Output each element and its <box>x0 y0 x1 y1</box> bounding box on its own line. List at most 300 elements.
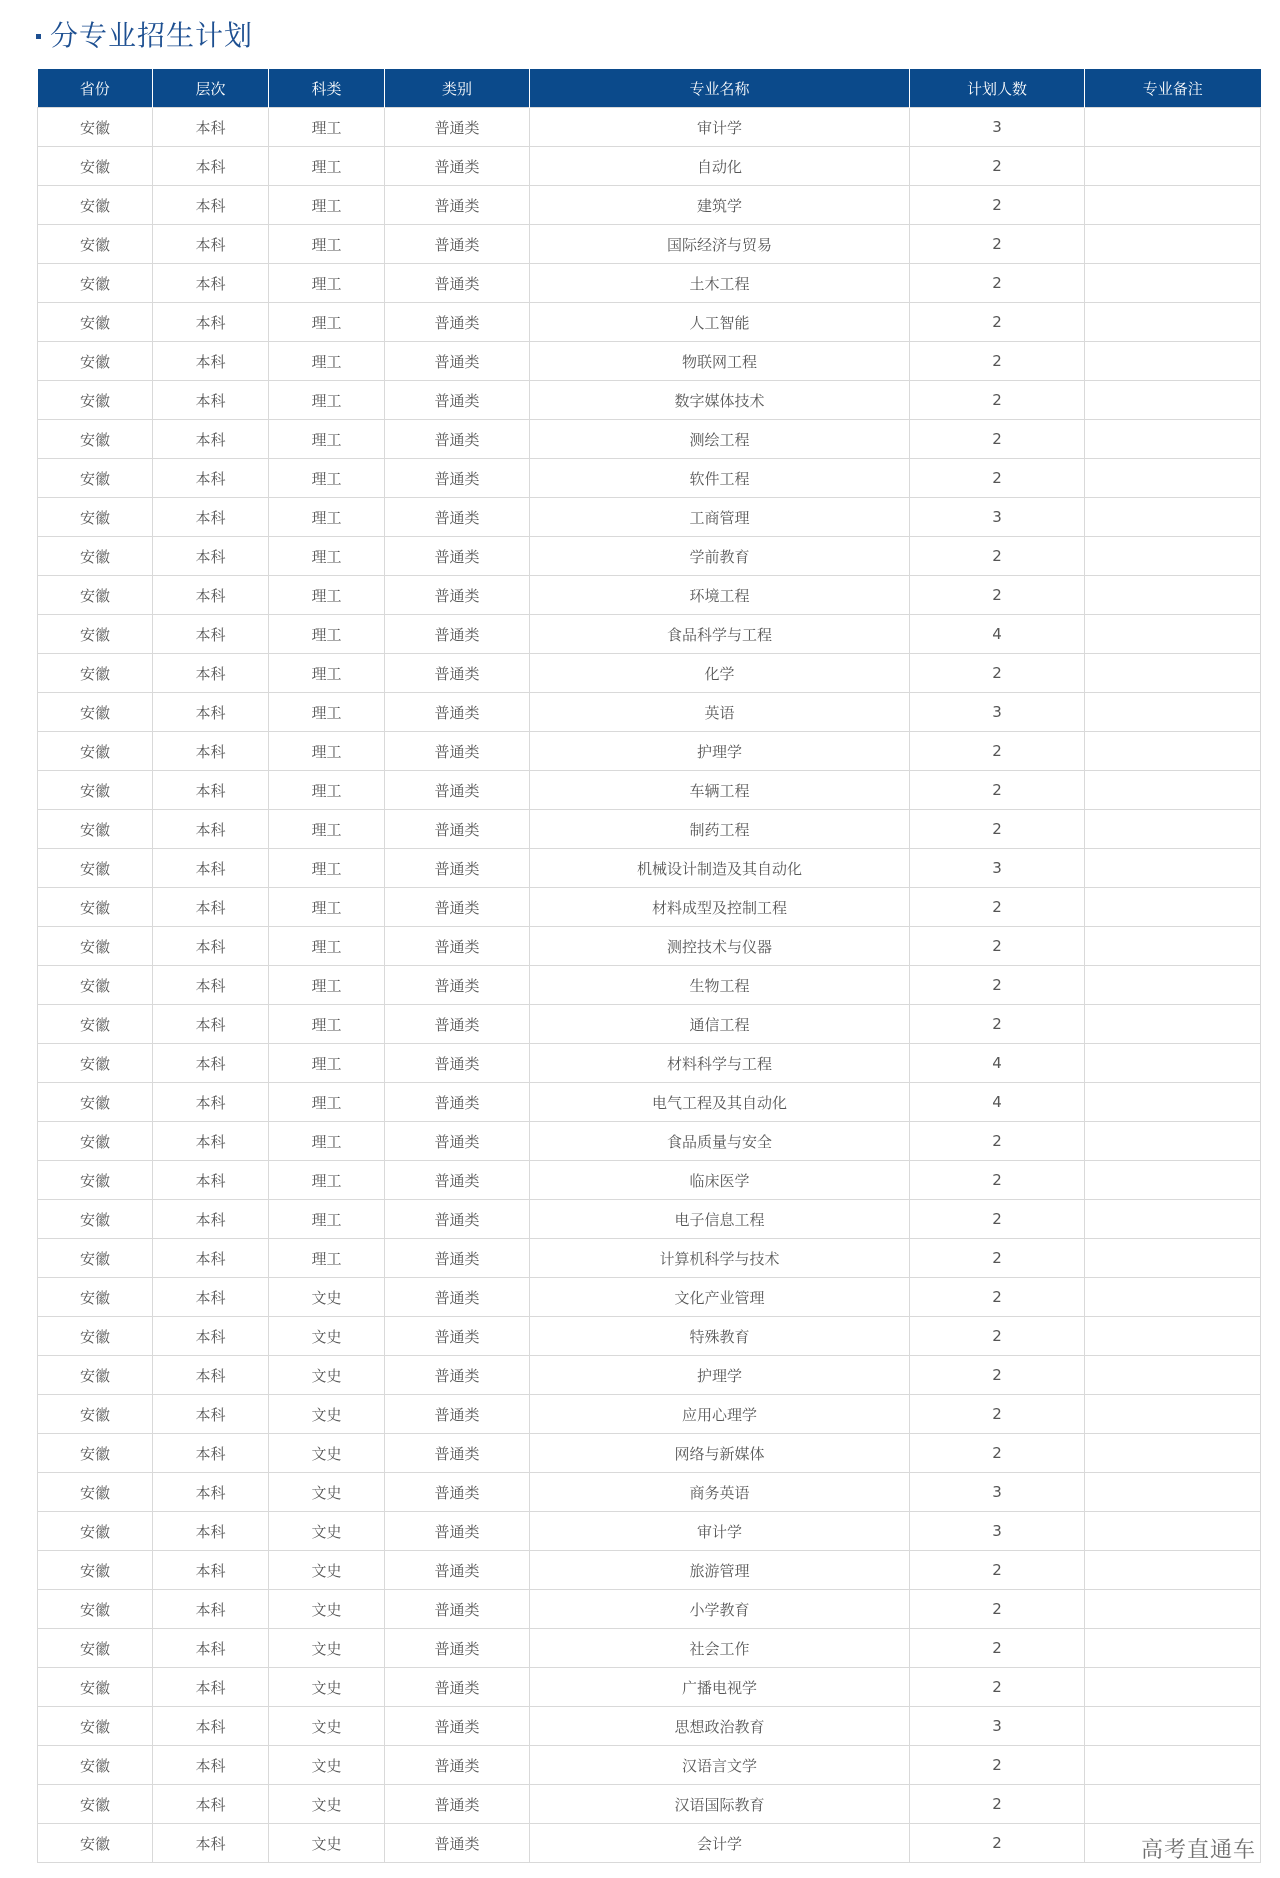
cell-planned-count: 2 <box>910 927 1085 966</box>
cell-major-notes <box>1085 927 1261 966</box>
cell-type: 普通类 <box>385 459 530 498</box>
cell-level: 本科 <box>153 654 269 693</box>
cell-planned-count: 2 <box>910 303 1085 342</box>
cell-type: 普通类 <box>385 1356 530 1395</box>
cell-major-notes <box>1085 498 1261 537</box>
cell-planned-count: 3 <box>910 1473 1085 1512</box>
cell-planned-count: 2 <box>910 225 1085 264</box>
cell-province: 安徽 <box>38 1629 153 1668</box>
cell-type: 普通类 <box>385 1044 530 1083</box>
cell-planned-count: 2 <box>910 1395 1085 1434</box>
header-planned-count: 计划人数 <box>910 69 1085 108</box>
cell-level: 本科 <box>153 1122 269 1161</box>
cell-major-notes <box>1085 459 1261 498</box>
table-row <box>38 108 1261 147</box>
cell-major-notes <box>1085 420 1261 459</box>
cell-subject-category: 文史 <box>269 1590 385 1629</box>
cell-type: 普通类 <box>385 615 530 654</box>
section-title: 分专业招生计划 <box>50 19 254 52</box>
table-body <box>38 108 1261 1863</box>
table-row <box>38 303 1261 342</box>
cell-subject-category: 文史 <box>269 1707 385 1746</box>
cell-planned-count: 2 <box>910 810 1085 849</box>
cell-major-name: 生物工程 <box>530 966 910 1005</box>
cell-major-notes <box>1085 1083 1261 1122</box>
cell-major-notes <box>1085 537 1261 576</box>
cell-province: 安徽 <box>38 1317 153 1356</box>
cell-type: 普通类 <box>385 108 530 147</box>
cell-planned-count: 4 <box>910 1083 1085 1122</box>
cell-major-name: 审计学 <box>530 1512 910 1551</box>
cell-major-notes <box>1085 1590 1261 1629</box>
cell-province: 安徽 <box>38 888 153 927</box>
cell-subject-category: 文史 <box>269 1668 385 1707</box>
cell-level: 本科 <box>153 927 269 966</box>
cell-province: 安徽 <box>38 1746 153 1785</box>
cell-subject-category: 理工 <box>269 1161 385 1200</box>
cell-subject-category: 理工 <box>269 654 385 693</box>
table-row <box>38 1668 1261 1707</box>
table-row <box>38 1707 1261 1746</box>
cell-subject-category: 理工 <box>269 342 385 381</box>
cell-major-name: 材料科学与工程 <box>530 1044 910 1083</box>
cell-planned-count: 4 <box>910 1044 1085 1083</box>
cell-major-notes <box>1085 186 1261 225</box>
cell-major-name: 通信工程 <box>530 1005 910 1044</box>
cell-major-notes <box>1085 1200 1261 1239</box>
cell-subject-category: 文史 <box>269 1356 385 1395</box>
cell-province: 安徽 <box>38 1395 153 1434</box>
cell-type: 普通类 <box>385 1278 530 1317</box>
cell-major-name: 临床医学 <box>530 1161 910 1200</box>
cell-province: 安徽 <box>38 1161 153 1200</box>
cell-level: 本科 <box>153 420 269 459</box>
table-row <box>38 849 1261 888</box>
header-major-name: 专业名称 <box>530 69 910 108</box>
table-row <box>38 654 1261 693</box>
cell-major-name: 电气工程及其自动化 <box>530 1083 910 1122</box>
cell-major-name: 护理学 <box>530 1356 910 1395</box>
cell-type: 普通类 <box>385 849 530 888</box>
cell-major-name: 制药工程 <box>530 810 910 849</box>
cell-planned-count: 2 <box>910 888 1085 927</box>
table-row <box>38 1317 1261 1356</box>
cell-type: 普通类 <box>385 1746 530 1785</box>
cell-province: 安徽 <box>38 1707 153 1746</box>
cell-planned-count: 2 <box>910 1161 1085 1200</box>
cell-province: 安徽 <box>38 927 153 966</box>
cell-province: 安徽 <box>38 108 153 147</box>
cell-type: 普通类 <box>385 1161 530 1200</box>
cell-planned-count: 2 <box>910 1005 1085 1044</box>
cell-major-notes <box>1085 888 1261 927</box>
cell-type: 普通类 <box>385 1317 530 1356</box>
cell-province: 安徽 <box>38 576 153 615</box>
table-row <box>38 186 1261 225</box>
cell-type: 普通类 <box>385 810 530 849</box>
cell-major-name: 食品科学与工程 <box>530 615 910 654</box>
cell-major-notes <box>1085 1161 1261 1200</box>
cell-level: 本科 <box>153 1239 269 1278</box>
cell-major-notes <box>1085 264 1261 303</box>
header-major-notes: 专业备注 <box>1085 69 1261 108</box>
cell-level: 本科 <box>153 888 269 927</box>
cell-planned-count: 2 <box>910 1356 1085 1395</box>
cell-major-name: 护理学 <box>530 732 910 771</box>
cell-major-name: 自动化 <box>530 147 910 186</box>
header-province: 省份 <box>38 69 153 108</box>
cell-major-notes <box>1085 1317 1261 1356</box>
cell-subject-category: 文史 <box>269 1395 385 1434</box>
cell-planned-count: 2 <box>910 1434 1085 1473</box>
cell-level: 本科 <box>153 1512 269 1551</box>
cell-province: 安徽 <box>38 1590 153 1629</box>
cell-major-notes <box>1085 108 1261 147</box>
cell-planned-count: 2 <box>910 147 1085 186</box>
cell-level: 本科 <box>153 537 269 576</box>
cell-planned-count: 2 <box>910 1668 1085 1707</box>
cell-type: 普通类 <box>385 1239 530 1278</box>
cell-level: 本科 <box>153 849 269 888</box>
cell-province: 安徽 <box>38 459 153 498</box>
cell-province: 安徽 <box>38 693 153 732</box>
enrollment-plan-table <box>37 69 1261 1863</box>
cell-planned-count: 2 <box>910 966 1085 1005</box>
cell-major-name: 特殊教育 <box>530 1317 910 1356</box>
cell-province: 安徽 <box>38 1434 153 1473</box>
table-row <box>38 615 1261 654</box>
cell-subject-category: 理工 <box>269 303 385 342</box>
section-header <box>36 14 253 54</box>
cell-major-notes <box>1085 732 1261 771</box>
cell-province: 安徽 <box>38 1668 153 1707</box>
table-row <box>38 1629 1261 1668</box>
cell-planned-count: 3 <box>910 1512 1085 1551</box>
table-row <box>38 342 1261 381</box>
cell-major-notes <box>1085 576 1261 615</box>
cell-major-name: 环境工程 <box>530 576 910 615</box>
cell-province: 安徽 <box>38 1785 153 1824</box>
cell-planned-count: 2 <box>910 264 1085 303</box>
cell-province: 安徽 <box>38 342 153 381</box>
cell-major-name: 车辆工程 <box>530 771 910 810</box>
table-row <box>38 498 1261 537</box>
table-row <box>38 1746 1261 1785</box>
cell-planned-count: 2 <box>910 537 1085 576</box>
cell-major-name: 文化产业管理 <box>530 1278 910 1317</box>
table-row <box>38 1356 1261 1395</box>
cell-type: 普通类 <box>385 1512 530 1551</box>
cell-planned-count: 2 <box>910 1590 1085 1629</box>
cell-major-notes <box>1085 1005 1261 1044</box>
cell-major-name: 汉语国际教育 <box>530 1785 910 1824</box>
cell-subject-category: 文史 <box>269 1317 385 1356</box>
cell-major-name: 网络与新媒体 <box>530 1434 910 1473</box>
table-row <box>38 732 1261 771</box>
cell-planned-count: 2 <box>910 1746 1085 1785</box>
table-row <box>38 537 1261 576</box>
cell-level: 本科 <box>153 381 269 420</box>
cell-major-name: 软件工程 <box>530 459 910 498</box>
cell-level: 本科 <box>153 1785 269 1824</box>
cell-province: 安徽 <box>38 1356 153 1395</box>
cell-planned-count: 2 <box>910 576 1085 615</box>
cell-major-name: 材料成型及控制工程 <box>530 888 910 927</box>
cell-planned-count: 2 <box>910 459 1085 498</box>
cell-major-notes <box>1085 810 1261 849</box>
cell-level: 本科 <box>153 264 269 303</box>
cell-major-notes <box>1085 1512 1261 1551</box>
cell-subject-category: 理工 <box>269 420 385 459</box>
cell-type: 普通类 <box>385 381 530 420</box>
cell-major-notes <box>1085 615 1261 654</box>
cell-type: 普通类 <box>385 1668 530 1707</box>
cell-subject-category: 理工 <box>269 576 385 615</box>
cell-major-notes <box>1085 1278 1261 1317</box>
cell-level: 本科 <box>153 459 269 498</box>
cell-major-notes <box>1085 1629 1261 1668</box>
cell-type: 普通类 <box>385 147 530 186</box>
cell-planned-count: 2 <box>910 1824 1085 1863</box>
cell-major-name: 广播电视学 <box>530 1668 910 1707</box>
cell-planned-count: 3 <box>910 1707 1085 1746</box>
cell-major-notes <box>1085 1434 1261 1473</box>
cell-subject-category: 文史 <box>269 1278 385 1317</box>
cell-major-name: 旅游管理 <box>530 1551 910 1590</box>
cell-major-name: 应用心理学 <box>530 1395 910 1434</box>
cell-major-name: 学前教育 <box>530 537 910 576</box>
cell-subject-category: 理工 <box>269 810 385 849</box>
cell-major-name: 汉语言文学 <box>530 1746 910 1785</box>
cell-major-notes <box>1085 303 1261 342</box>
cell-major-notes <box>1085 381 1261 420</box>
cell-subject-category: 理工 <box>269 1239 385 1278</box>
cell-major-notes <box>1085 225 1261 264</box>
cell-subject-category: 理工 <box>269 732 385 771</box>
cell-planned-count: 2 <box>910 1239 1085 1278</box>
cell-province: 安徽 <box>38 1005 153 1044</box>
table-row <box>38 1395 1261 1434</box>
cell-major-name: 测控技术与仪器 <box>530 927 910 966</box>
cell-subject-category: 理工 <box>269 264 385 303</box>
cell-planned-count: 3 <box>910 108 1085 147</box>
table-row <box>38 1590 1261 1629</box>
cell-province: 安徽 <box>38 654 153 693</box>
cell-planned-count: 2 <box>910 1551 1085 1590</box>
cell-level: 本科 <box>153 1395 269 1434</box>
cell-subject-category: 文史 <box>269 1551 385 1590</box>
cell-major-name: 物联网工程 <box>530 342 910 381</box>
cell-major-name: 会计学 <box>530 1824 910 1863</box>
cell-province: 安徽 <box>38 186 153 225</box>
cell-type: 普通类 <box>385 693 530 732</box>
cell-type: 普通类 <box>385 303 530 342</box>
cell-type: 普通类 <box>385 1824 530 1863</box>
cell-subject-category: 理工 <box>269 225 385 264</box>
cell-major-notes <box>1085 1785 1261 1824</box>
table-row <box>38 225 1261 264</box>
cell-type: 普通类 <box>385 888 530 927</box>
cell-province: 安徽 <box>38 381 153 420</box>
cell-type: 普通类 <box>385 264 530 303</box>
cell-type: 普通类 <box>385 1122 530 1161</box>
cell-level: 本科 <box>153 576 269 615</box>
cell-planned-count: 2 <box>910 1785 1085 1824</box>
cell-planned-count: 2 <box>910 654 1085 693</box>
cell-level: 本科 <box>153 1629 269 1668</box>
cell-subject-category: 理工 <box>269 849 385 888</box>
cell-major-notes <box>1085 654 1261 693</box>
cell-level: 本科 <box>153 615 269 654</box>
cell-level: 本科 <box>153 1278 269 1317</box>
cell-province: 安徽 <box>38 1239 153 1278</box>
cell-type: 普通类 <box>385 1473 530 1512</box>
cell-subject-category: 理工 <box>269 1083 385 1122</box>
cell-province: 安徽 <box>38 147 153 186</box>
cell-province: 安徽 <box>38 849 153 888</box>
cell-major-name: 测绘工程 <box>530 420 910 459</box>
cell-province: 安徽 <box>38 537 153 576</box>
cell-level: 本科 <box>153 1200 269 1239</box>
cell-type: 普通类 <box>385 1395 530 1434</box>
cell-subject-category: 文史 <box>269 1785 385 1824</box>
cell-province: 安徽 <box>38 1044 153 1083</box>
table-row <box>38 1083 1261 1122</box>
table-row <box>38 147 1261 186</box>
cell-subject-category: 文史 <box>269 1473 385 1512</box>
cell-major-notes <box>1085 1551 1261 1590</box>
table-row <box>38 1122 1261 1161</box>
cell-province: 安徽 <box>38 1473 153 1512</box>
cell-planned-count: 2 <box>910 342 1085 381</box>
cell-province: 安徽 <box>38 225 153 264</box>
cell-level: 本科 <box>153 303 269 342</box>
cell-major-name: 国际经济与贸易 <box>530 225 910 264</box>
cell-province: 安徽 <box>38 303 153 342</box>
cell-type: 普通类 <box>385 342 530 381</box>
cell-major-name: 电子信息工程 <box>530 1200 910 1239</box>
cell-level: 本科 <box>153 1356 269 1395</box>
table-row <box>38 459 1261 498</box>
table-row <box>38 1239 1261 1278</box>
cell-major-notes <box>1085 1668 1261 1707</box>
cell-province: 安徽 <box>38 1122 153 1161</box>
cell-level: 本科 <box>153 810 269 849</box>
cell-subject-category: 文史 <box>269 1629 385 1668</box>
table-row <box>38 927 1261 966</box>
cell-major-notes <box>1085 693 1261 732</box>
table-row <box>38 966 1261 1005</box>
cell-province: 安徽 <box>38 1512 153 1551</box>
cell-subject-category: 理工 <box>269 108 385 147</box>
cell-major-notes <box>1085 966 1261 1005</box>
cell-major-notes <box>1085 1473 1261 1512</box>
cell-level: 本科 <box>153 1590 269 1629</box>
cell-subject-category: 理工 <box>269 1122 385 1161</box>
cell-province: 安徽 <box>38 264 153 303</box>
cell-province: 安徽 <box>38 732 153 771</box>
enrollment-plan-table-container <box>37 69 1260 1863</box>
cell-subject-category: 理工 <box>269 1200 385 1239</box>
cell-type: 普通类 <box>385 186 530 225</box>
watermark: 高考直通车 <box>1140 1838 1256 1863</box>
table-row <box>38 771 1261 810</box>
cell-type: 普通类 <box>385 1434 530 1473</box>
cell-major-notes <box>1085 1122 1261 1161</box>
cell-major-notes <box>1085 1044 1261 1083</box>
cell-major-notes <box>1085 1356 1261 1395</box>
cell-subject-category: 文史 <box>269 1434 385 1473</box>
cell-level: 本科 <box>153 966 269 1005</box>
cell-planned-count: 2 <box>910 186 1085 225</box>
cell-type: 普通类 <box>385 732 530 771</box>
cell-level: 本科 <box>153 1707 269 1746</box>
table-row <box>38 693 1261 732</box>
table-row <box>38 1512 1261 1551</box>
table-row <box>38 1044 1261 1083</box>
cell-subject-category: 文史 <box>269 1824 385 1863</box>
cell-major-name: 小学教育 <box>530 1590 910 1629</box>
header-type: 类别 <box>385 69 530 108</box>
cell-subject-category: 理工 <box>269 1044 385 1083</box>
cell-level: 本科 <box>153 1824 269 1863</box>
cell-planned-count: 2 <box>910 771 1085 810</box>
cell-level: 本科 <box>153 1434 269 1473</box>
cell-planned-count: 2 <box>910 1629 1085 1668</box>
cell-major-name: 英语 <box>530 693 910 732</box>
cell-planned-count: 2 <box>910 1200 1085 1239</box>
cell-level: 本科 <box>153 1317 269 1356</box>
cell-major-notes <box>1085 147 1261 186</box>
cell-type: 普通类 <box>385 771 530 810</box>
cell-level: 本科 <box>153 147 269 186</box>
table-row <box>38 1161 1261 1200</box>
cell-major-name: 土木工程 <box>530 264 910 303</box>
cell-level: 本科 <box>153 186 269 225</box>
cell-subject-category: 理工 <box>269 381 385 420</box>
cell-level: 本科 <box>153 1044 269 1083</box>
cell-subject-category: 理工 <box>269 1005 385 1044</box>
cell-planned-count: 2 <box>910 1122 1085 1161</box>
cell-level: 本科 <box>153 498 269 537</box>
cell-type: 普通类 <box>385 1200 530 1239</box>
cell-major-name: 食品质量与安全 <box>530 1122 910 1161</box>
cell-level: 本科 <box>153 1005 269 1044</box>
cell-major-name: 商务英语 <box>530 1473 910 1512</box>
cell-type: 普通类 <box>385 576 530 615</box>
table-row <box>38 888 1261 927</box>
cell-planned-count: 3 <box>910 498 1085 537</box>
cell-type: 普通类 <box>385 1590 530 1629</box>
cell-planned-count: 3 <box>910 849 1085 888</box>
cell-province: 安徽 <box>38 810 153 849</box>
table-row <box>38 1473 1261 1512</box>
cell-planned-count: 2 <box>910 1278 1085 1317</box>
cell-major-name: 化学 <box>530 654 910 693</box>
cell-province: 安徽 <box>38 1824 153 1863</box>
cell-major-name: 审计学 <box>530 108 910 147</box>
cell-major-name: 数字媒体技术 <box>530 381 910 420</box>
cell-planned-count: 4 <box>910 615 1085 654</box>
cell-type: 普通类 <box>385 927 530 966</box>
cell-province: 安徽 <box>38 1083 153 1122</box>
table-row <box>38 420 1261 459</box>
cell-subject-category: 理工 <box>269 927 385 966</box>
header-subject-category: 科类 <box>269 69 385 108</box>
cell-subject-category: 理工 <box>269 615 385 654</box>
table-row <box>38 810 1261 849</box>
table-row <box>38 1434 1261 1473</box>
